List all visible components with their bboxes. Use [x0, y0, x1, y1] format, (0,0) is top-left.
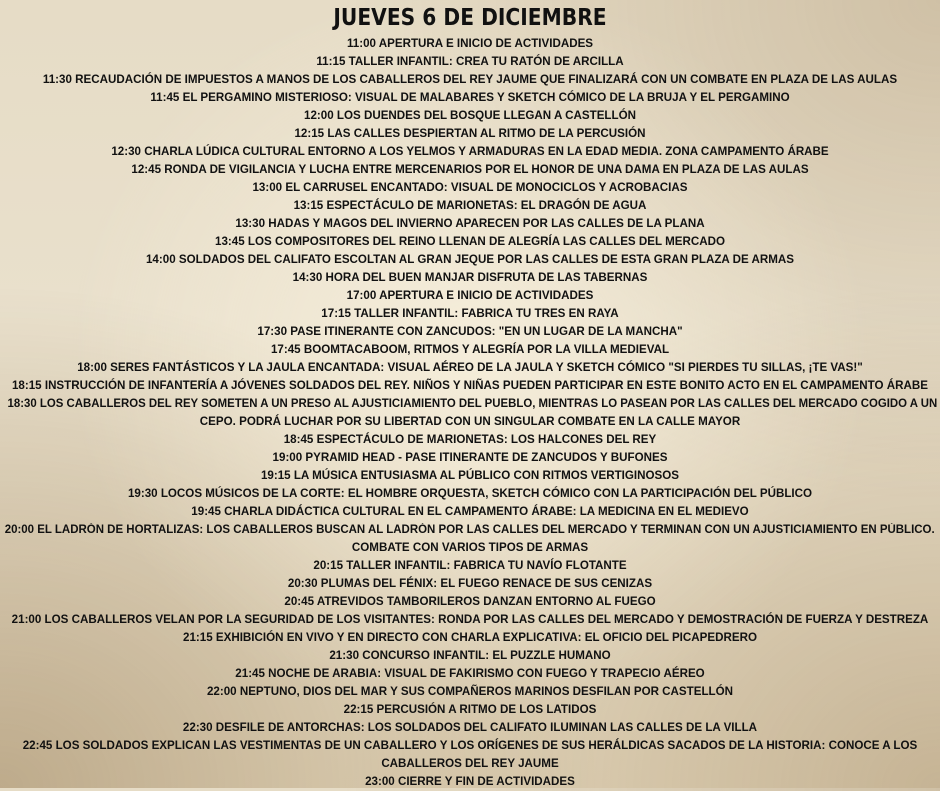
event-item [0, 485, 940, 503]
event-item [0, 755, 940, 773]
event-item [0, 35, 940, 53]
event-text: 12:30 CHARLA LÚDICA CULTURAL ENTORNO A LOS YELMOS Y ARMADURAS EN LA EDAD MEDIA. ZONA CAMPAMENTO ÁRABE [111, 145, 829, 158]
event-text: 20:15 TALLER INFANTIL: FABRICA TU NAVÍO FLOTANTE [313, 559, 627, 572]
event-text: 20:30 PLUMAS DEL FÉNIX: EL FUEGO RENACE DE SUS CENIZAS [287, 577, 653, 590]
event-text: 22:15 PERCUSIÓN A RITMO DE LOS LATIDOS [343, 703, 597, 716]
event-text: CEPO. PODRÁ LUCHAR POR SU LIBERTAD CON UN SINGULAR COMBATE EN LA CALLE MAYOR [199, 415, 741, 428]
event-text: 14:00 SOLDADOS DEL CALIFATO ESCOLTAN AL GRAN JEQUE POR LAS CALLES DE ESTA GRAN PLAZA DE ARMAS [145, 253, 794, 266]
event-text: 13:45 LOS COMPOSITORES DEL REINO LLENAN DE ALEGRÍA LAS CALLES DEL MERCADO [215, 235, 725, 248]
event-text: CABALLEROS DEL REY JAUME [381, 757, 559, 770]
event-list [0, 35, 940, 791]
event-text: 20:45 ATREVIDOS TAMBORILEROS DANZAN ENTORNO AL FUEGO [284, 595, 656, 608]
event-text: COMBATE CON VARIOS TIPOS DE ARMAS [351, 541, 589, 554]
event-item [0, 341, 940, 359]
event-text: 21:45 NOCHE DE ARABIA: VISUAL DE FAKIRISMO CON FUEGO Y TRAPECIO AÉREO [235, 667, 705, 680]
event-text: 17:00 APERTURA E INICIO DE ACTIVIDADES [346, 289, 594, 302]
event-item [0, 89, 940, 107]
event-item [0, 593, 940, 611]
event-text: 22:30 DESFILE DE ANTORCHAS: LOS SOLDADOS DEL CALIFATO ILUMINAN LAS CALLES DE LA VILLA [182, 721, 758, 734]
page-title: JUEVES 6 DE DICIEMBRE [333, 5, 607, 31]
event-item [0, 557, 940, 575]
event-item [0, 125, 940, 143]
event-text: 13:15 ESPECTÁCULO DE MARIONETAS: EL DRAGÓN DE AGUA [293, 199, 647, 212]
event-item [0, 269, 940, 287]
event-item [0, 377, 940, 395]
event-text: 12:15 LAS CALLES DESPIERTAN AL RITMO DE LA PERCUSIÓN [294, 127, 646, 140]
event-text: 11:45 EL PERGAMINO MISTERIOSO: VISUAL DE MALABARES Y SKETCH CÓMICO DE LA BRUJA Y EL PERGAMINO [150, 91, 790, 104]
event-text: 12:45 RONDA DE VIGILANCIA Y LUCHA ENTRE MERCENARIOS POR EL HONOR DE UNA DAMA EN PLAZA DE LAS AULAS [131, 163, 809, 176]
event-item [0, 683, 940, 701]
event-item [0, 647, 940, 665]
event-item [0, 737, 940, 755]
event-text: 19:15 LA MÚSICA ENTUSIASMA AL PÚBLICO CON RITMOS VERTIGINOSOS [260, 469, 680, 482]
event-item [0, 575, 940, 593]
event-item [0, 107, 940, 125]
event-item [0, 701, 940, 719]
event-item [0, 773, 940, 791]
event-text: 17:30 PASE ITINERANTE CON ZANCUDOS: "EN UN LUGAR DE LA MANCHA" [257, 325, 683, 338]
event-item [0, 413, 940, 431]
event-item [0, 305, 940, 323]
event-item [0, 719, 940, 737]
event-text: 18:45 ESPECTÁCULO DE MARIONETAS: LOS HALCONES DEL REY [283, 433, 657, 446]
event-text: 20:00 EL LADRÓN DE HORTALIZAS: LOS CABALLEROS BUSCAN AL LADRÓN POR LAS CALLES DEL MERCADO Y TERMINAN CON UN AJUSTICIAMIENTO EN PÚBLICO. [5, 523, 935, 536]
event-text: 19:45 CHARLA DIDÁCTICA CULTURAL EN EL CAMPAMENTO ÁRABE: LA MEDICINA EN EL MEDIEVO [191, 505, 749, 518]
event-text: 14:30 HORA DEL BUEN MANJAR DISFRUTA DE LAS TABERNAS [292, 271, 648, 284]
event-item [0, 179, 940, 197]
event-item [0, 251, 940, 269]
event-text: 22:00 NEPTUNO, DIOS DEL MAR Y SUS COMPAÑEROS MARINOS DESFILAN POR CASTELLÓN [206, 685, 734, 698]
event-item [0, 431, 940, 449]
event-item [0, 521, 940, 539]
event-text: 18:15 INSTRUCCIÓN DE INFANTERÍA A JÓVENES SOLDADOS DEL REY. NIÑOS Y NIÑAS PUEDEN PARTICIPAR EN ESTE BONITO ACTO EN EL CAMPAMENTO ÁRABE [11, 379, 929, 392]
event-text: 11:15 TALLER INFANTIL: CREA TU RATÓN DE ARCILLA [316, 55, 624, 68]
event-text: 13:30 HADAS Y MAGOS DEL INVIERNO APARECEN POR LAS CALLES DE LA PLANA [235, 217, 705, 230]
event-text: 18:00 SERES FANTÁSTICOS Y LA JAULA ENCANTADA: VISUAL AÉREO DE LA JAULA Y SKETCH CÓMICO "SI PIERDES TU SILLAS, ¡TE VAS!" [77, 361, 863, 374]
event-text: 18:30 LOS CABALLEROS DEL REY SOMETEN A UN PRESO AL AJUSTICIAMIENTO DEL PUEBLO, MIENTRAS LO PASEAN POR LAS CALLES DEL MERCADO COGIDO A UN [7, 397, 938, 410]
event-item [0, 503, 940, 521]
event-item [0, 395, 940, 413]
event-item [0, 287, 940, 305]
event-text: 19:30 LOCOS MÚSICOS DE LA CORTE: EL HOMBRE ORQUESTA, SKETCH CÓMICO CON LA PARTICIPACIÓN DEL PÚBLICO [127, 487, 813, 500]
event-item [0, 323, 940, 341]
event-item [0, 143, 940, 161]
event-text: 11:00 APERTURA E INICIO DE ACTIVIDADES [346, 37, 594, 50]
event-text: 12:00 LOS DUENDES DEL BOSQUE LLEGAN A CASTELLÓN [304, 109, 636, 122]
event-text: 23:00 CIERRE Y FIN DE ACTIVIDADES [365, 775, 575, 788]
event-item [0, 449, 940, 467]
event-text: 22:45 LOS SOLDADOS EXPLICAN LAS VESTIMENTAS DE UN CABALLERO Y LOS ORÍGENES DE SUS HERÁLDICAS SACADOS DE LA HISTORIA: CONOCE A LOS [22, 739, 918, 752]
event-item [0, 53, 940, 71]
event-item [0, 233, 940, 251]
event-item [0, 71, 940, 89]
event-item [0, 359, 940, 377]
event-text: 13:00 EL CARRUSEL ENCANTADO: VISUAL DE MONOCICLOS Y ACROBACIAS [252, 181, 688, 194]
event-item [0, 161, 940, 179]
event-text: 17:45 BOOMTACABOOM, RITMOS Y ALEGRÍA POR LA VILLA MEDIEVAL [270, 343, 670, 356]
event-text: 17:15 TALLER INFANTIL: FABRICA TU TRES EN RAYA [321, 307, 619, 320]
event-item [0, 629, 940, 647]
event-item [0, 467, 940, 485]
event-text: 21:30 CONCURSO INFANTIL: EL PUZZLE HUMANO [329, 649, 611, 662]
event-text: 21:00 LOS CABALLEROS VELAN POR LA SEGURIDAD DE LOS VISITANTES: RONDA POR LAS CALLES DEL MERCADO Y DEMOSTRACIÓN DE FUERZA Y DESTREZA [11, 613, 929, 626]
event-text: 19:00 PYRAMID HEAD - PASE ITINERANTE DE ZANCUDOS Y BUFONES [272, 451, 668, 464]
event-item [0, 665, 940, 683]
event-text: 21:15 EXHIBICIÓN EN VIVO Y EN DIRECTO CON CHARLA EXPLICATIVA: EL OFICIO DEL PICAPEDRERO [183, 631, 757, 644]
event-item [0, 215, 940, 233]
event-item [0, 611, 940, 629]
event-item [0, 197, 940, 215]
event-text: 11:30 RECAUDACIÓN DE IMPUESTOS A MANOS DE LOS CABALLEROS DEL REY JAUME QUE FINALIZARÁ CON UN COMBATE EN PLAZA DE LAS AULAS [42, 73, 898, 86]
event-item [0, 539, 940, 557]
